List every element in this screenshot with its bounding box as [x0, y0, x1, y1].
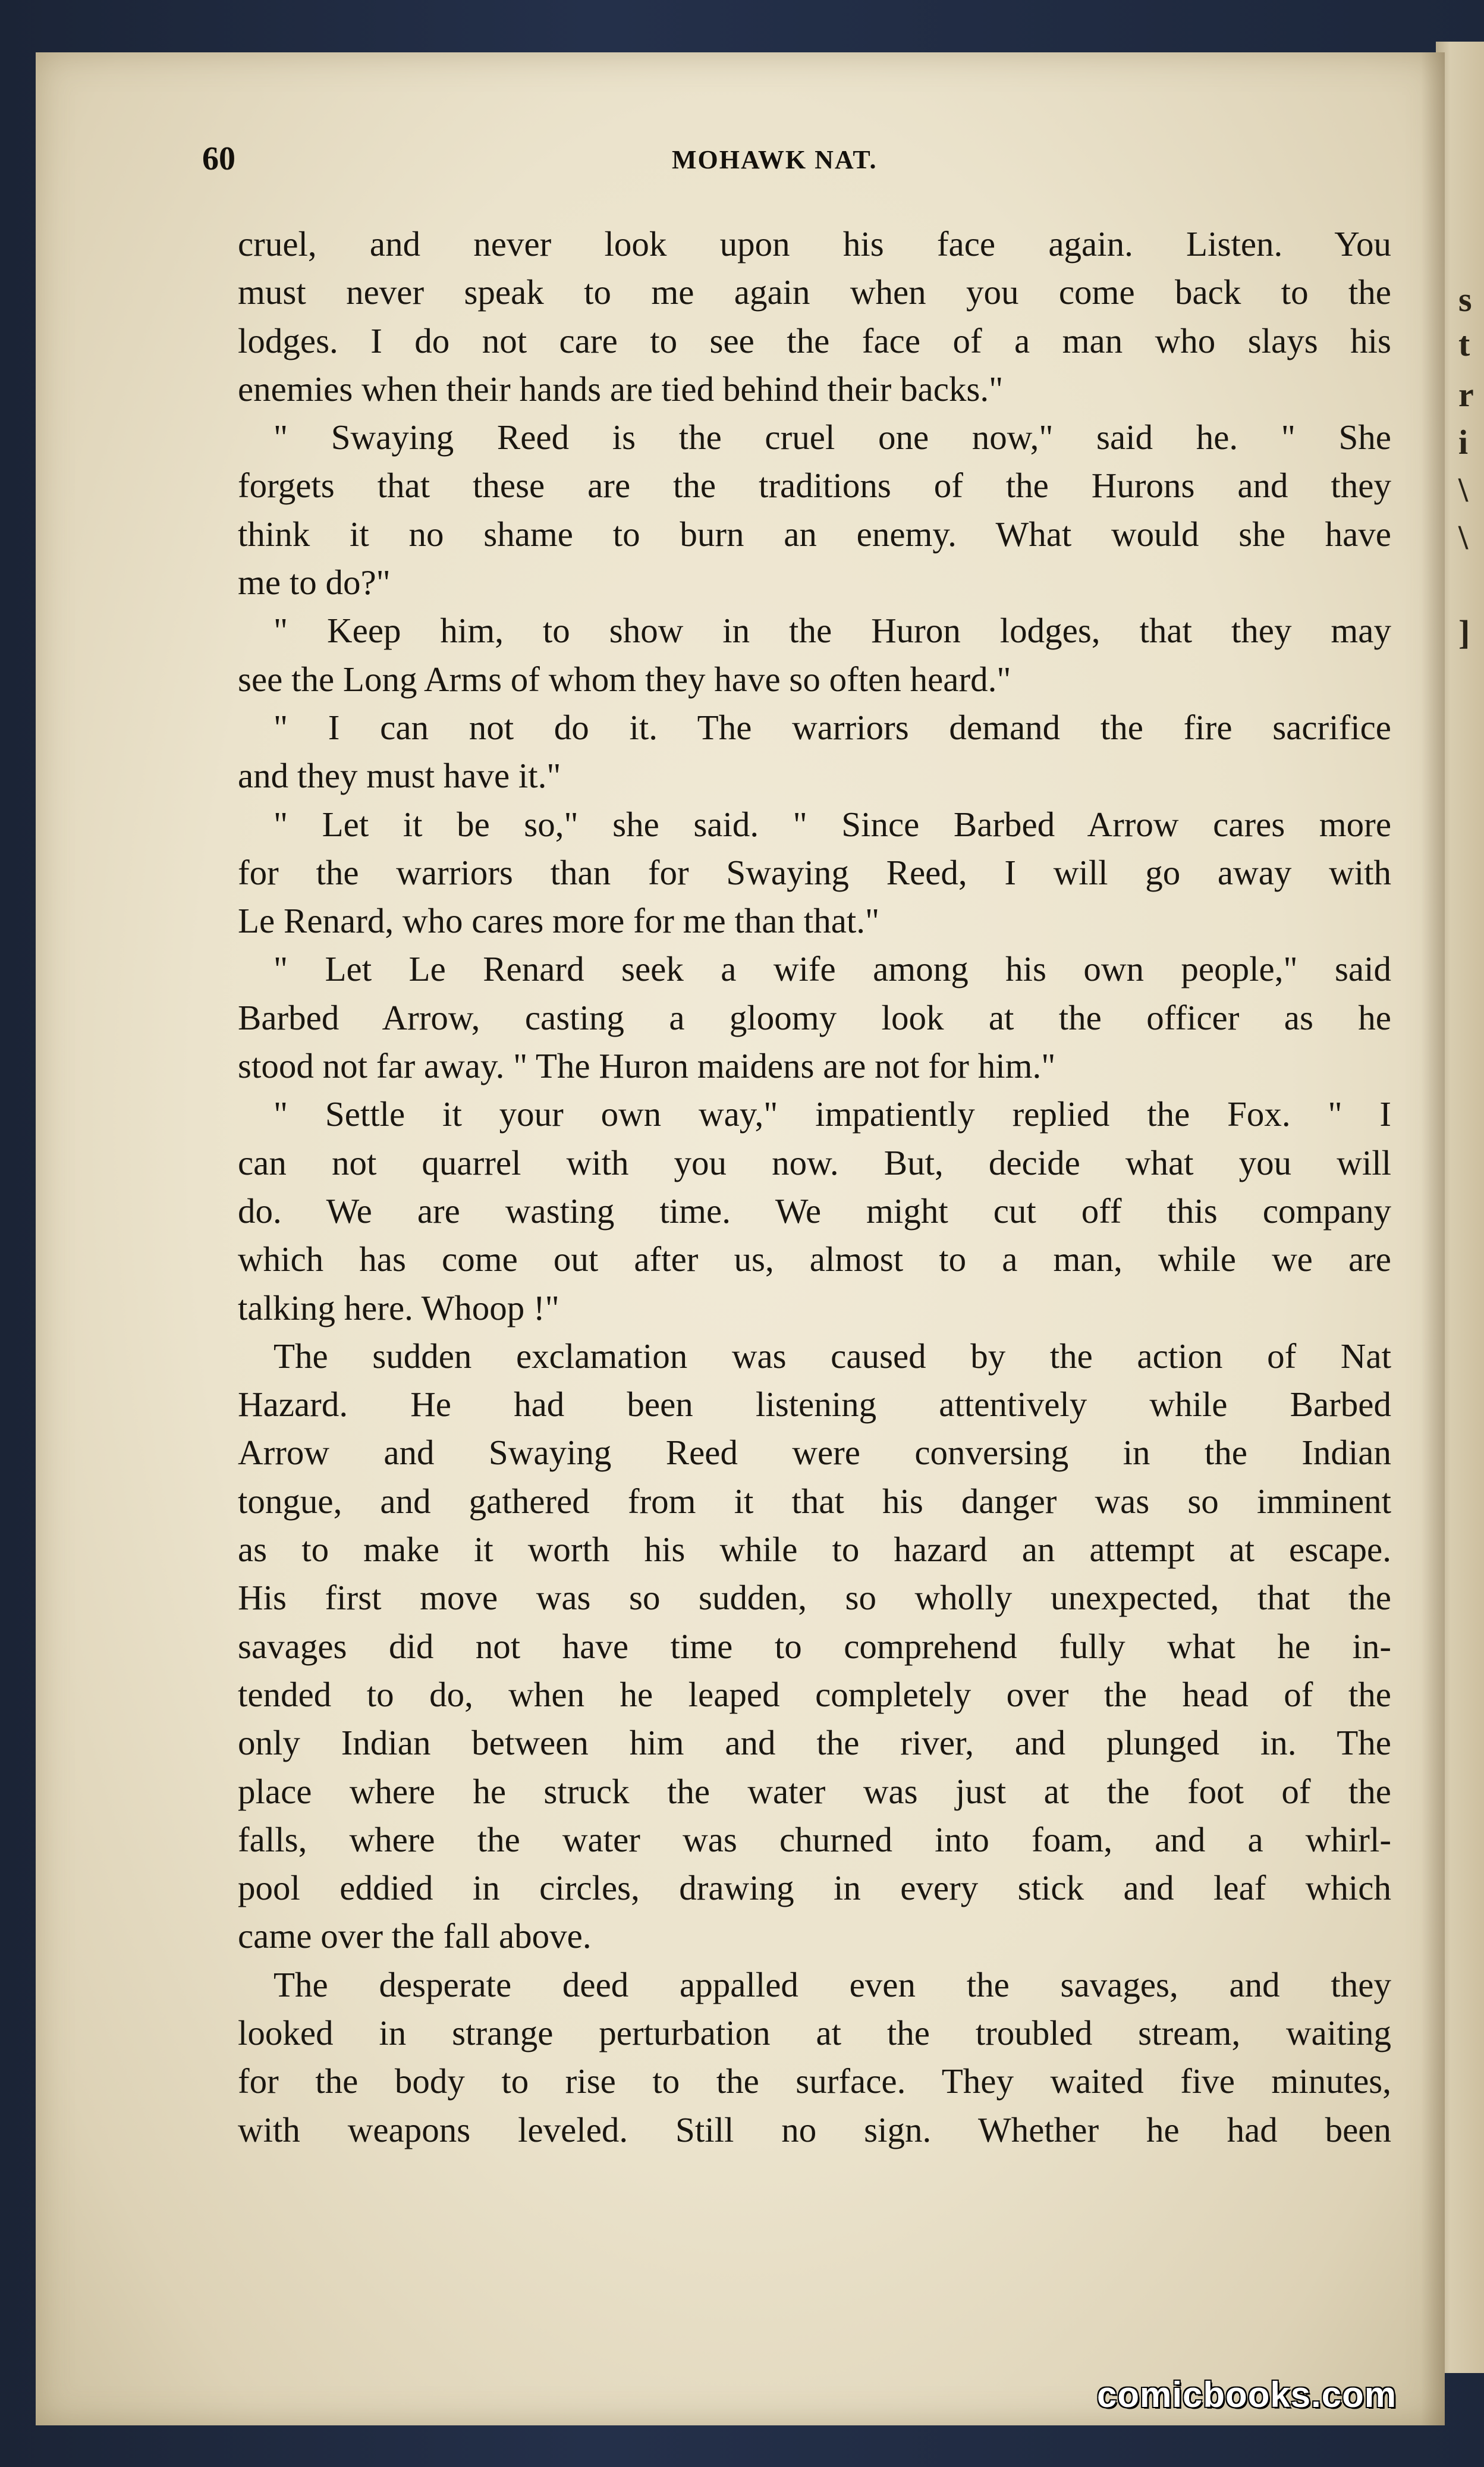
text-line: savages did not have time to comprehend fully what he in-: [238, 1626, 1391, 1666]
text-line: and they must have it.": [238, 756, 561, 796]
text-line: place where he struck the water was just at the foot of the: [238, 1771, 1391, 1811]
text-line: for the body to rise to the surface. They waited five minutes,: [238, 2061, 1391, 2101]
text-line: " I can not do it. The warriors demand the fire sacrifice: [273, 707, 1391, 747]
edge-letter: i: [1458, 423, 1469, 462]
text-line: enemies when their hands are tied behind their backs.": [238, 369, 1004, 409]
text-line: with weapons leveled. Still no sign. Whether he had been: [238, 2110, 1391, 2149]
text-line: " Let Le Renard seek a wife among his own people," said: [273, 949, 1391, 989]
text-line: Hazard. He had been listening attentively while Barbed: [238, 1385, 1391, 1424]
running-title: MOHAWK NAT.: [672, 145, 878, 174]
text-line: can not quarrel with you now. But, decide what you will: [238, 1143, 1391, 1182]
text-line: Barbed Arrow, casting a gloomy look at the officer as he: [238, 997, 1391, 1037]
text-line: His first move was so sudden, so wholly unexpected, that the: [238, 1578, 1391, 1618]
text-line: " Settle it your own way," impatiently replied the Fox. " I: [273, 1094, 1391, 1134]
text-line: must never speak to me again when you come back to the: [238, 272, 1391, 312]
edge-letter: \: [1458, 518, 1469, 557]
text-line: which has come out after us, almost to a man, while we are: [238, 1239, 1391, 1279]
text-line: came over the fall above.: [238, 1916, 592, 1956]
text-line: do. We are wasting time. We might cut off this company: [238, 1191, 1391, 1231]
page-gutter-shadow: [1421, 52, 1445, 2425]
text-line: The sudden exclamation was caused by the action of Nat: [273, 1336, 1391, 1376]
text-line: cruel, and never look upon his face again. Listen. You: [238, 224, 1391, 263]
watermark: comicbooks.com: [1097, 2375, 1397, 2415]
text-line: for the warriors than for Swaying Reed, I will go away with: [238, 852, 1391, 892]
text-line: me to do?": [238, 563, 391, 602]
text-line: see the Long Arms of whom they have so often heard.": [238, 659, 1011, 699]
edge-letter: t: [1458, 325, 1470, 363]
text-line: Arrow and Swaying Reed were conversing in the Indian: [238, 1433, 1391, 1473]
text-line: falls, where the water was churned into foam, and a whirl-: [238, 1819, 1391, 1859]
text-line: looked in strange perturbation at the troubled stream, waiting: [238, 2013, 1391, 2052]
body-text: [238, 220, 1391, 2154]
text-line: talking here. Whoop !": [238, 1288, 559, 1327]
text-line: as to make it worth his while to hazard an attempt at escape.: [238, 1530, 1391, 1570]
text-line: lodges. I do not care to see the face of a man who slays his: [238, 321, 1391, 360]
running-head: [202, 140, 1391, 181]
text-line: only Indian between him and the river, and plunged in. The: [238, 1723, 1391, 1763]
text-line: think it no shame to burn an enemy. What would she have: [238, 514, 1391, 554]
text-line: Le Renard, who cares more for me than that.": [238, 901, 880, 941]
text-line: forgets that these are the traditions of the Hurons and they: [238, 466, 1391, 506]
page-number: 60: [202, 140, 235, 177]
edge-letter: s: [1458, 280, 1472, 319]
text-line: " Let it be so," she said. " Since Barbed Arrow cares more: [273, 804, 1391, 844]
text-line: tongue, and gathered from it that his danger was so imminent: [238, 1481, 1391, 1521]
edge-letter: r: [1458, 375, 1474, 414]
text-line: The desperate deed appalled even the savages, and they: [273, 1964, 1391, 2004]
text-line: " Swaying Reed is the cruel one now," said he. " She: [273, 418, 1391, 457]
edge-letter: ]: [1458, 613, 1470, 652]
text-line: stood not far away. " The Huron maidens are not for him.": [238, 1046, 1056, 1086]
text-line: " Keep him, to show in the Huron lodges, that they may: [273, 611, 1391, 651]
edge-letter: \: [1458, 470, 1469, 509]
text-line: tended to do, when he leaped completely over the head of the: [238, 1674, 1391, 1714]
text-line: pool eddied in circles, drawing in every stick and leaf which: [238, 1868, 1391, 1908]
